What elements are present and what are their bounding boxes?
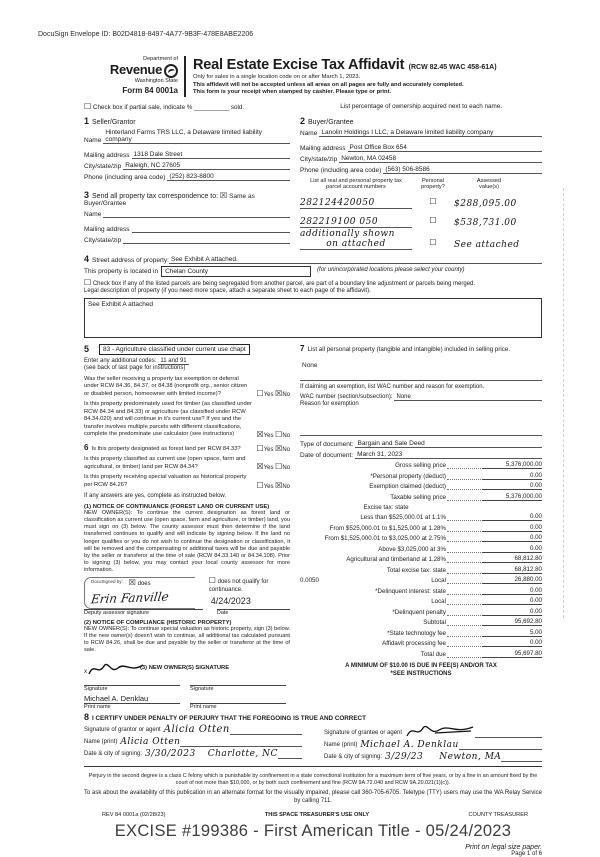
- document-type-value[interactable]: Bargain and Sale Deed: [357, 439, 425, 447]
- does-not-qualify-checkbox[interactable]: ☐: [208, 576, 216, 586]
- assessor-signature-caption: Deputy assessor signature: [84, 609, 150, 616]
- same-as-buyer-label: Same as Buyer/Grantee: [84, 192, 255, 207]
- grantor-name-label: Name (print): [84, 739, 118, 746]
- docusign-label: DocuSigned by:: [91, 579, 123, 585]
- seller-name-value[interactable]: Hinterland Farms TRS LLC, a Delaware limited liability company: [103, 129, 290, 144]
- parcel-number: additionally shown: [300, 228, 395, 239]
- current-use-yes-checkbox[interactable]: ☒: [256, 462, 264, 472]
- county-note: (for unincorporated locations please select your county): [317, 267, 465, 274]
- correspondence-name-label: Name: [84, 210, 102, 218]
- minimum-due-note: A MINIMUM OF $10.00 IS DUE IN FEE(S) AND/OR TAX: [345, 662, 497, 669]
- docusign-signature-frame[interactable]: [84, 577, 195, 609]
- grantor-sig-label: Signature of grantor or agent: [84, 727, 161, 734]
- money-row: [300, 608, 542, 616]
- owner-print-caption-1: Print name: [84, 703, 111, 710]
- yes-label: Yes: [263, 432, 274, 439]
- seller-address-label: Mailing address: [84, 151, 130, 159]
- money-prefix: 0.0050: [300, 577, 319, 585]
- money-label: Subtotal: [423, 619, 446, 627]
- section-4-number: 4: [84, 253, 90, 264]
- assessed-value-header-2: value(s): [479, 183, 499, 190]
- money-label: From $1,525,000.01 to $3,025,000 at 2.75%: [324, 535, 446, 543]
- new-owner-signature-block: [84, 661, 290, 710]
- additional-codes-value[interactable]: 11 and 91: [160, 358, 187, 365]
- x-mark: x: [84, 669, 87, 676]
- dotted-leader: [447, 619, 481, 626]
- street-address-label: Street address of property:: [92, 256, 169, 264]
- owner-print-caption-2: Print name: [190, 703, 217, 710]
- grantee-sig-label: Signature of grantee or agent: [324, 730, 403, 737]
- money-label: Affidavit processing fee: [382, 640, 446, 648]
- correspondence-address-label: Mailing address: [84, 225, 130, 233]
- exemption-question: [84, 376, 290, 399]
- legal-description-value: See Exhibit A attached: [88, 300, 154, 308]
- money-row: [300, 587, 542, 595]
- money-value: 0.00: [482, 545, 542, 553]
- same-as-buyer-checkbox[interactable]: ☒: [220, 190, 228, 200]
- no-label: No: [282, 447, 290, 454]
- money-label: From $525,000.01 to $1,525,000 at 1.28%: [329, 524, 446, 532]
- notice2-title: (2) NOTICE OF COMPLIANCE (HISTORIC PROPERTY): [84, 619, 232, 626]
- footer-row: [84, 812, 542, 818]
- assessed-value-header-1: Assessed: [476, 177, 502, 184]
- dotted-leader: [447, 514, 481, 521]
- personal-property-value[interactable]: None: [302, 361, 318, 369]
- parcel-number: 282219100 050: [300, 216, 379, 227]
- notice1-text: NEW OWNER(S): To continue the current designation as forest land or classification as current use (open space, farm and agriculture, or timber) land, you must sign on (3) below. The county assessor must then determine if the land transferred continues to qualify and will indicate by signing below. If the land no longer qualifies or you do not wish to continue the designation or classification, it will be removed and the compensating or additional taxes will be due and payable by the seller or transferor at the time of sale (RCW 84.33.140 or 84.34.108). Prior to signing (3) below, you may contact your local county assessor for more information.: [84, 510, 290, 574]
- section-8-number: 8: [84, 711, 90, 722]
- partial-sale-label: Check box if partial sale, indicate % __________ sold.: [92, 103, 245, 111]
- money-value: 5,376,000.00: [482, 461, 542, 469]
- assessed-value: $288,095.00: [454, 198, 517, 209]
- partial-sale-row: [84, 103, 542, 111]
- assessor-signature-block: [84, 577, 290, 609]
- notice2-text: NEW OWNER(S): To continue special valuation as historic property, sign (3) below. If the new owner(s) doesn't wish to continue, all additional tax calculated pursuant to RCW 84.26, shall be due and payable by the seller or transferor at the time of sale.: [84, 625, 290, 654]
- notice1-title: (1) NOTICE OF CONTINUANCE (FOREST LAND OR CURRENT USE): [84, 504, 270, 510]
- money-row: [300, 524, 542, 532]
- money-rows-bottom: [300, 576, 542, 658]
- grantee-name-label: Name (print): [324, 742, 358, 749]
- parcel-row: [300, 191, 542, 209]
- personal-property-label: List all personal property (tangible and intangible) included in selling price.: [307, 345, 511, 353]
- revenue-logo-icon: [164, 64, 178, 78]
- money-label: Less than $525,000.01 at 1.1%: [360, 514, 446, 522]
- money-value: 0.00: [482, 472, 542, 480]
- money-label: Gross selling price: [395, 462, 446, 470]
- codes-note: (see back of last page for instructions): [84, 365, 186, 372]
- money-value: 0.00: [482, 597, 542, 605]
- seller-city-value[interactable]: Raleigh, NC 27605: [123, 162, 290, 170]
- county-treasurer-label: COUNTY TREASURER: [468, 811, 528, 818]
- owner-signature-caption-1: Signature: [84, 685, 108, 692]
- forest-land-question-text: Is this property designated as forest land per RCW 84.33?: [91, 445, 241, 452]
- money-label: *Delinquent interest: state: [375, 587, 446, 595]
- current-use-question: [84, 456, 290, 471]
- grantor-print-name: Alicia Otten: [120, 736, 181, 747]
- assessor-signature: Erin Fanville: [90, 589, 170, 607]
- form-note-1: Only for sales in a single location code on or after March 1, 2023.: [193, 74, 361, 80]
- buyer-address-value[interactable]: Post Office Box 654: [348, 144, 542, 152]
- docusign-envelope-id: DocuSign Envelope ID: B02D4818-8497-4A77-9B3F-478E8ABE2206: [38, 31, 254, 38]
- no-label: No: [282, 465, 290, 472]
- money-row: [300, 461, 542, 469]
- parcel-row: [300, 229, 542, 250]
- no-label: No: [282, 483, 290, 490]
- located-in-label: This property is located in: [84, 267, 159, 275]
- yes-label: Yes: [263, 483, 274, 490]
- buyer-address-label: Mailing address: [300, 144, 346, 152]
- street-address-value[interactable]: See Exhibit A attached.: [170, 255, 238, 263]
- segregated-checkbox[interactable]: ☐: [84, 277, 92, 287]
- money-label: Total excise tax: state: [386, 566, 446, 574]
- seller-name-label: Name: [84, 136, 102, 144]
- correspondence-address-value[interactable]: [132, 225, 290, 233]
- reason-for-exemption-blank[interactable]: [300, 409, 542, 435]
- money-label: *State technology fee: [387, 629, 446, 637]
- section-5-number: 5: [84, 344, 90, 355]
- section-3-number: 3: [84, 189, 90, 200]
- form-revision: REV 84 0001a (02/28/23): [102, 811, 166, 818]
- form-note-3: This form is your receipt when stamped by cashier. Please type or print.: [193, 89, 392, 96]
- money-row: [300, 639, 542, 647]
- use-classification-column: [84, 344, 290, 710]
- money-value: 0.00: [482, 513, 542, 521]
- money-value: 0.00: [482, 639, 542, 647]
- form-title-block: [184, 56, 542, 97]
- buyer-phone-label: Phone (including area code): [300, 166, 382, 174]
- historical-question: [84, 474, 290, 489]
- money-label: Taxable selling price: [390, 493, 446, 501]
- scan-artifact-line: [563, 188, 564, 618]
- grantor-date-label: Date & city of signing:: [84, 751, 143, 758]
- money-value: 68,812.80: [482, 566, 542, 574]
- parcel-header-line2: parcel account numbers: [326, 183, 386, 190]
- ownership-percentage-note: List percentage of ownership acquired next to each name.: [340, 102, 502, 110]
- section-2-number: 2: [300, 115, 306, 126]
- buyer-name-label: Name: [300, 129, 318, 137]
- form-number: Form 84 0001a: [122, 85, 178, 95]
- land-use-code-select[interactable]: 83 - Agriculture classified under current use chapt: [99, 344, 250, 355]
- money-value: 5.00: [482, 629, 542, 637]
- money-row: [300, 618, 542, 626]
- partial-sale-checkbox[interactable]: ☐: [84, 101, 92, 111]
- wac-number-value[interactable]: None: [396, 394, 411, 401]
- dept-of-label: Department of: [143, 56, 178, 62]
- money-label: Local: [431, 577, 446, 585]
- assessed-value: See attached: [454, 239, 520, 250]
- money-value: 95,692.80: [482, 618, 542, 626]
- form-header: [84, 56, 542, 97]
- parcel-number: 282124420050: [300, 197, 375, 208]
- forest-no-checkbox[interactable]: ☒: [275, 444, 283, 454]
- dotted-leader: [447, 546, 481, 553]
- grantee-signature-block: [324, 724, 542, 762]
- dotted-leader: [447, 494, 481, 501]
- money-row: [300, 482, 542, 490]
- dotted-leader: [447, 598, 481, 605]
- money-row: [300, 493, 542, 501]
- forest-land-question: [84, 443, 290, 454]
- correspondence-name-value[interactable]: [103, 210, 290, 218]
- buyer-section: [300, 111, 542, 250]
- exemption-yes-checkbox[interactable]: ☐: [256, 389, 264, 399]
- dotted-leader: [447, 473, 481, 480]
- legal-description-box[interactable]: [84, 298, 542, 338]
- grantor-signing-date: 3/30/2023: [145, 748, 196, 759]
- form-rcw: (RCW 82.45 WAC 458-61A): [408, 64, 497, 71]
- wac-number-label: WAC number (section/subsection):: [300, 393, 393, 400]
- money-row: [300, 576, 542, 584]
- money-label: *Personal property (deduct): [370, 472, 446, 480]
- predominate-use-question-text: Is this property predominately used for timber (as classified under RCW 84.34 and 84.33) or agriculture (as classified under RCW 84.34.020) and will continue in it's current use? If yes and the transfer involves multiple parcels with different classifications, complete the predominate use calculator (see instructions): [84, 401, 252, 438]
- dotted-leader: [447, 535, 481, 542]
- money-label: Local: [431, 598, 446, 606]
- dotted-leader: [447, 556, 481, 563]
- grantee-date-label: Date & city of signing:: [324, 754, 383, 761]
- money-value: 0.00: [482, 587, 542, 595]
- exemption-no-checkbox[interactable]: ☒: [275, 389, 283, 399]
- dotted-leader: [447, 588, 481, 595]
- new-owner-signature-title: (3) NEW OWNER(S) SIGNATURE: [140, 664, 230, 671]
- parcel-row: [300, 210, 542, 228]
- grantor-signature-block: [84, 724, 302, 762]
- document-date-value[interactable]: March 31, 2023: [357, 450, 403, 458]
- form-title: Real Estate Excise Tax Affidavit: [193, 57, 405, 73]
- predominate-no-checkbox[interactable]: ☐: [275, 429, 283, 439]
- owner-print-name: Michael A. Denklau: [84, 693, 149, 703]
- dotted-leader: [447, 483, 481, 490]
- section-3-label: Send all property tax correspondence to:: [92, 192, 219, 200]
- money-row: [300, 555, 542, 563]
- no-label: No: [282, 392, 290, 399]
- tax-computation-column: [300, 344, 542, 710]
- does-not-label: does not qualify for continuance.: [208, 579, 269, 593]
- revenue-logo-block: [84, 56, 184, 97]
- money-value: 5,376,000.00: [482, 493, 542, 501]
- dotted-leader: [447, 630, 481, 637]
- revenue-wordmark: Revenue: [109, 62, 162, 77]
- seller-section: [84, 111, 290, 250]
- section-6-number: 6: [84, 442, 89, 452]
- certification-section: [84, 712, 542, 762]
- treasurer-space-label: THIS SPACE TREASURER'S USE ONLY: [264, 811, 370, 818]
- assessor-date-caption: Date: [216, 609, 229, 616]
- money-row: [300, 650, 542, 658]
- money-row: [300, 472, 542, 480]
- historical-question-text: Is this property receiving special valuation as historical property per RCW 84.26?: [84, 474, 247, 488]
- money-value: 26,880.00: [482, 576, 542, 584]
- see-instructions-note: *SEE INSTRUCTIONS: [390, 671, 452, 678]
- money-label: Above $3,025,000 at 3%: [378, 545, 446, 553]
- money-row: [300, 545, 542, 553]
- predominate-yes-checkbox[interactable]: ☒: [256, 429, 264, 439]
- buyer-title: Buyer/Grantee: [308, 118, 354, 126]
- yes-label: Yes: [263, 447, 274, 454]
- money-label: Exemption claimed (deduct): [369, 483, 446, 491]
- seller-title: Seller/Grantor: [92, 118, 136, 126]
- print-note: Print on legal size paper.: [465, 843, 542, 851]
- money-rows-top: [300, 461, 542, 501]
- correspondence-city-label: City/state/zip: [84, 236, 122, 244]
- affidavit-page: [84, 56, 542, 857]
- form-note-2: This affidavit will not be accepted unless all areas on all pages are fully and accurately completed.: [193, 81, 464, 88]
- parcel-table-header: [300, 178, 542, 190]
- historical-yes-checkbox[interactable]: ☐: [256, 480, 264, 490]
- assessor-date: 4/24/2023: [210, 596, 251, 607]
- predominate-use-question: [84, 401, 290, 439]
- grantee-print-name: Michael A. Denklau: [360, 739, 459, 750]
- dotted-leader: [447, 525, 481, 532]
- yes-label: Yes: [263, 465, 274, 472]
- grantee-signing-city: Newton, MA: [439, 751, 502, 762]
- grantee-signing-date: 3/29/23: [385, 751, 424, 762]
- dotted-leader: [447, 567, 481, 574]
- personal-property-checkbox[interactable]: ☐: [429, 196, 437, 206]
- personal-property-checkbox[interactable]: ☐: [429, 237, 437, 247]
- grantee-signature-scribble[interactable]: [405, 724, 475, 738]
- reason-for-exemption-label: Reason for exemption: [300, 401, 359, 408]
- money-value: 0.00: [482, 534, 542, 542]
- document-date-label: Date of document:: [300, 451, 354, 459]
- section-1-number: 1: [84, 115, 90, 126]
- grantor-signature[interactable]: Alicia Otten: [163, 723, 230, 735]
- personal-property-header-2: property?: [421, 183, 445, 190]
- if-yes-note: If any answers are yes, complete as instructed below.: [84, 492, 227, 499]
- dotted-leader: [447, 651, 481, 658]
- accessibility-notice: To ask about the availability of this publication in an alternate format for the visually impaired, please call 360-705-6705. Teletype (TTY) users may use the WA Relay Service by calling 711.: [84, 790, 542, 804]
- seller-city-label: City/state/zip: [84, 162, 122, 170]
- personal-property-header-1: Personal: [421, 177, 445, 184]
- money-label: *Delinquent penalty: [392, 608, 446, 616]
- exemption-question-text: Was the seller receiving a property tax exemption or deferral under RCW 84.36, 84.37, or 84.38 (nonprofit org., senior citizen or disabled person, homeowner with limited income)?: [84, 375, 248, 397]
- current-use-question-text: Is this property classified as current use (open space, farm and agricultural, or timber) land per RCW 84.34?: [84, 456, 246, 470]
- dotted-leader: [447, 462, 481, 469]
- current-use-no-checkbox[interactable]: ☐: [275, 462, 283, 472]
- seller-address-value[interactable]: 1318 Dale Street: [132, 151, 290, 159]
- no-label: No: [282, 432, 290, 439]
- excise-stamp: EXCISE #199386 - First American Title - 05/24/2023: [114, 821, 512, 840]
- parcel-table: [300, 191, 542, 250]
- seller-phone-value[interactable]: (252) 823-8800: [167, 173, 290, 181]
- additional-codes-label: Enter any additional codes:: [84, 357, 157, 364]
- washington-state-label: Washington State: [134, 77, 178, 84]
- assessed-value: $538,731.00: [454, 217, 517, 228]
- buyer-name-value[interactable]: Lanolin Holdings I LLC, a Delaware limited liability company: [319, 129, 542, 137]
- county-select[interactable]: Chelan County: [161, 266, 311, 277]
- exemption-note: If claiming an exemption, list WAC number and reason for exemption.: [300, 383, 485, 390]
- personal-property-checkbox[interactable]: ☐: [429, 215, 437, 225]
- perjury-notice: Perjury in the second degree is a class C felony which is punishable by confinement in a state correctional institution for a maximum term of five years, or by a fine in an amount fixed by the court of not more than $10,000, or by both such confinement and fine (RCW 9A.72.040 and RCW 9A.20.021(1)(c)).: [88, 772, 538, 786]
- historical-no-checkbox[interactable]: ☒: [275, 480, 283, 490]
- grantor-signing-city: Charlotte, NC: [207, 748, 278, 759]
- money-row: [300, 513, 542, 521]
- money-value: 0.00: [482, 608, 542, 616]
- money-row: [300, 597, 542, 605]
- correspondence-city-value[interactable]: [123, 236, 290, 244]
- forest-yes-checkbox[interactable]: ☐: [256, 444, 264, 454]
- owner-signature-caption-2: Signature: [190, 685, 214, 692]
- money-value: 68,812.80: [482, 555, 542, 563]
- money-value: 0.00: [482, 482, 542, 490]
- money-value: 95,697.80: [482, 650, 542, 658]
- money-label: Agricultural and timberland at 1.28%: [346, 556, 446, 564]
- money-label: Total due: [420, 650, 446, 658]
- page-number: Page 1 of 6: [511, 850, 542, 857]
- dotted-leader: [447, 577, 481, 584]
- money-value: 0.00: [482, 524, 542, 532]
- segregated-label: Check box if any of the listed parcels are being segregated from another parcel, are part of a boundary line adjustment or parcels being merged.: [92, 280, 476, 287]
- money-row: [300, 566, 542, 574]
- money-rows-mid: [300, 513, 542, 574]
- excise-tax-state-header: Excise tax: state: [363, 503, 409, 511]
- buyer-phone-value[interactable]: (563) 506-8586: [383, 166, 542, 174]
- parcel-header-line1: List all real and personal property tax: [310, 177, 402, 184]
- buyer-city-value[interactable]: Newton, MA 02458: [339, 155, 542, 163]
- money-row: [300, 534, 542, 542]
- yes-label: Yes: [263, 392, 274, 399]
- section-7-number: 7: [300, 343, 305, 353]
- does-qualify-checkbox[interactable]: ☒: [128, 578, 136, 588]
- new-owner-signature-scribble[interactable]: [87, 661, 145, 677]
- dotted-leader: [447, 640, 481, 647]
- does-label: does: [137, 581, 151, 588]
- certify-statement: I CERTIFY UNDER PENALTY OF PERJURY THAT THE FOREGOING IS TRUE AND CORRECT: [92, 714, 366, 722]
- legal-description-label: Legal description of property (if you need more space, attach a separate sheet to each page of the affidavit).: [84, 288, 371, 295]
- parcel-number-line2: on attached: [326, 238, 386, 249]
- property-section: [84, 254, 542, 338]
- money-row: [300, 629, 542, 637]
- seller-phone-label: Phone (including area code): [84, 173, 166, 181]
- document-type-label: Type of document:: [300, 440, 354, 448]
- buyer-city-label: City/state/zip: [300, 155, 338, 163]
- dotted-leader: [447, 609, 481, 616]
